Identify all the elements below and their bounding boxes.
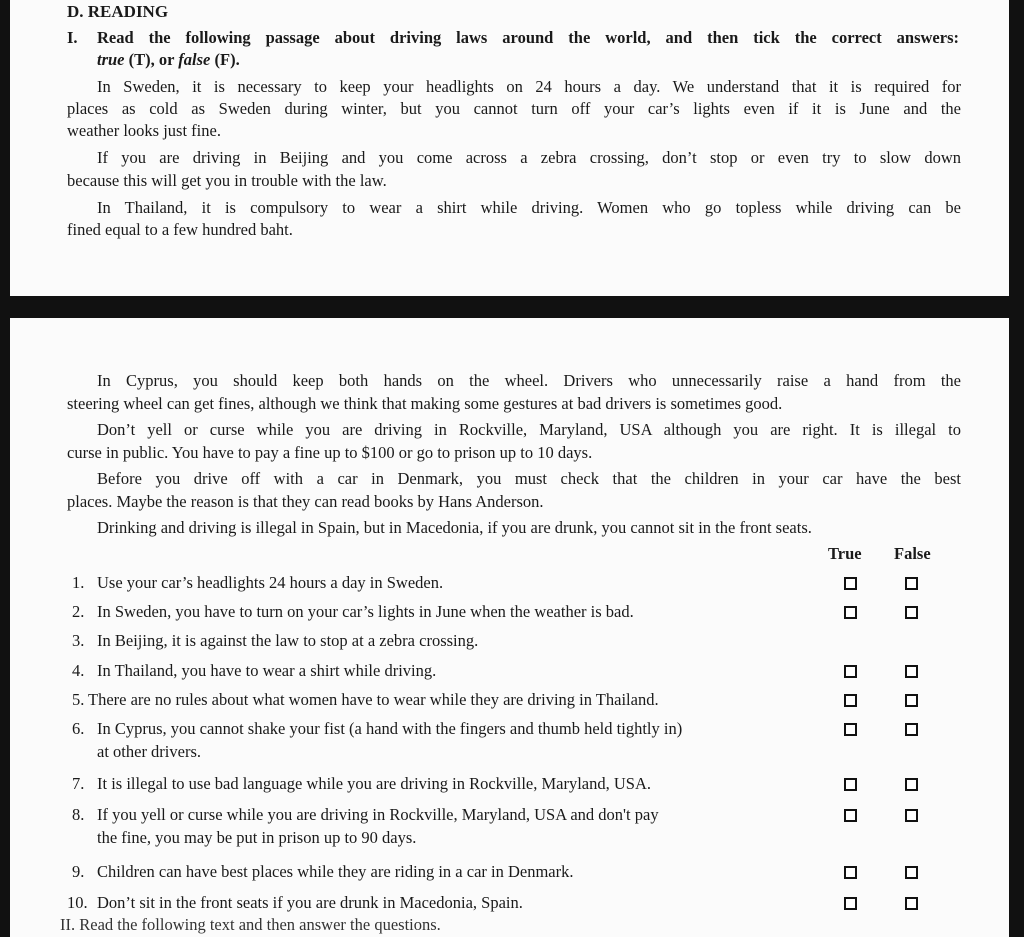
column-false: False (894, 544, 931, 563)
statement-number: 3. (72, 631, 85, 650)
true-checkbox[interactable] (844, 866, 857, 879)
statement-text: at other drivers. (97, 742, 202, 761)
statement-text: In Thailand, you have to wear a shirt while driving. (97, 661, 437, 680)
passage-p1-l3: weather looks just fine. (67, 121, 221, 140)
statement-text: the fine, you may be put in prison up to 90 days. (97, 828, 417, 847)
statement-number: 6. (72, 719, 85, 738)
false-abbr: (F). (214, 50, 240, 69)
true-checkbox[interactable] (844, 897, 857, 910)
false-checkbox[interactable] (905, 778, 918, 791)
instruction-line2 (97, 49, 240, 71)
true-checkbox[interactable] (844, 577, 857, 590)
false-checkbox[interactable] (905, 723, 918, 736)
false-checkbox[interactable] (905, 577, 918, 590)
statement-number: 2. (72, 602, 85, 621)
true-checkbox[interactable] (844, 694, 857, 707)
false-checkbox[interactable] (905, 694, 918, 707)
passage-p1-l1: In Sweden, it is necessary to keep your headlights on 24 hours a day. We understand that it is required for (97, 77, 961, 96)
passage-p2-l1: If you are driving in Beijing and you come across a zebra crossing, don’t stop or even try to slow down (97, 148, 961, 167)
true-abbr: (T), or (128, 50, 175, 69)
false-checkbox[interactable] (905, 866, 918, 879)
passage-p4-l2: steering wheel can get fines, although we think that making some gestures at bad drivers is sometimes good. (67, 394, 783, 413)
passage-p2-l2: because this will get you in trouble with the law. (67, 171, 387, 190)
passage-p7-l1: Drinking and driving is illegal in Spain, but in Macedonia, if you are drunk, you cannot sit in the front seats. (97, 518, 812, 537)
statement-text: It is illegal to use bad language while you are driving in Rockville, Maryland, USA. (97, 774, 652, 793)
passage-p6-l2: places. Maybe the reason is that they can read books by Hans Anderson. (67, 492, 544, 511)
statement-number: 1. (72, 573, 85, 592)
statement-number: 7. (72, 774, 85, 793)
passage-p5-l2: curse in public. You have to pay a fine up to $100 or go to prison up to 10 days. (67, 443, 593, 462)
statement-text: In Cyprus, you cannot shake your fist (a hand with the fingers and thumb held tightly in) (97, 719, 683, 738)
passage-p3-l2: fined equal to a few hundred baht. (67, 220, 293, 239)
true-checkbox[interactable] (844, 809, 857, 822)
passage-p1-l2: places as cold as Sweden during winter, but you cannot turn off your car’s lights even if it is June and the (67, 99, 961, 118)
false-checkbox[interactable] (905, 809, 918, 822)
false-word: false (178, 50, 211, 69)
true-checkbox[interactable] (844, 665, 857, 678)
statement-text: In Sweden, you have to turn on your car’s lights in June when the weather is bad. (97, 602, 634, 621)
next-section-cut (60, 915, 540, 937)
column-true: True (828, 544, 862, 563)
statement-text: Use your car’s headlights 24 hours a day in Sweden. (97, 573, 444, 592)
instruction-line1: Read the following passage about driving laws around the world, and then tick the correct answers: (97, 28, 959, 47)
instruction-number: I. (67, 28, 78, 47)
passage-p3-l1: In Thailand, it is compulsory to wear a shirt while driving. Women who go topless while driving can be (97, 198, 961, 217)
passage-p6-l1: Before you drive off with a car in Denmark, you must check that the children in your car have the best (97, 469, 961, 488)
true-checkbox[interactable] (844, 723, 857, 736)
statement-number: 10. (67, 893, 88, 912)
passage-p4-l1: In Cyprus, you should keep both hands on the wheel. Drivers who unnecessarily raise a hand from the (97, 371, 961, 390)
true-checkbox[interactable] (844, 778, 857, 791)
next-section-cut-text: II. Read the following text and then answer the questions. (60, 915, 441, 934)
statement-text: Children can have best places while they are riding in a car in Denmark. (97, 862, 574, 881)
statement-number: 8. (72, 805, 85, 824)
false-checkbox[interactable] (905, 665, 918, 678)
false-checkbox[interactable] (905, 606, 918, 619)
statement-text: If you yell or curse while you are driving in Rockville, Maryland, USA and don't pay (97, 805, 659, 824)
passage-p5-l1: Don’t yell or curse while you are driving in Rockville, Maryland, USA although you are right. It is illegal to (97, 420, 961, 439)
statement-number: 5. (72, 690, 85, 709)
statement-number: 9. (72, 862, 85, 881)
section-title: D. READING (67, 2, 169, 21)
true-checkbox[interactable] (844, 606, 857, 619)
statement-text: There are no rules about what women have to wear while they are driving in Thailand. (88, 690, 659, 709)
statement-number: 4. (72, 661, 85, 680)
statement-text: In Beijing, it is against the law to stop at a zebra crossing. (97, 631, 479, 650)
true-word: true (97, 50, 125, 69)
false-checkbox[interactable] (905, 897, 918, 910)
statement-text: Don’t sit in the front seats if you are drunk in Macedonia, Spain. (97, 893, 523, 912)
